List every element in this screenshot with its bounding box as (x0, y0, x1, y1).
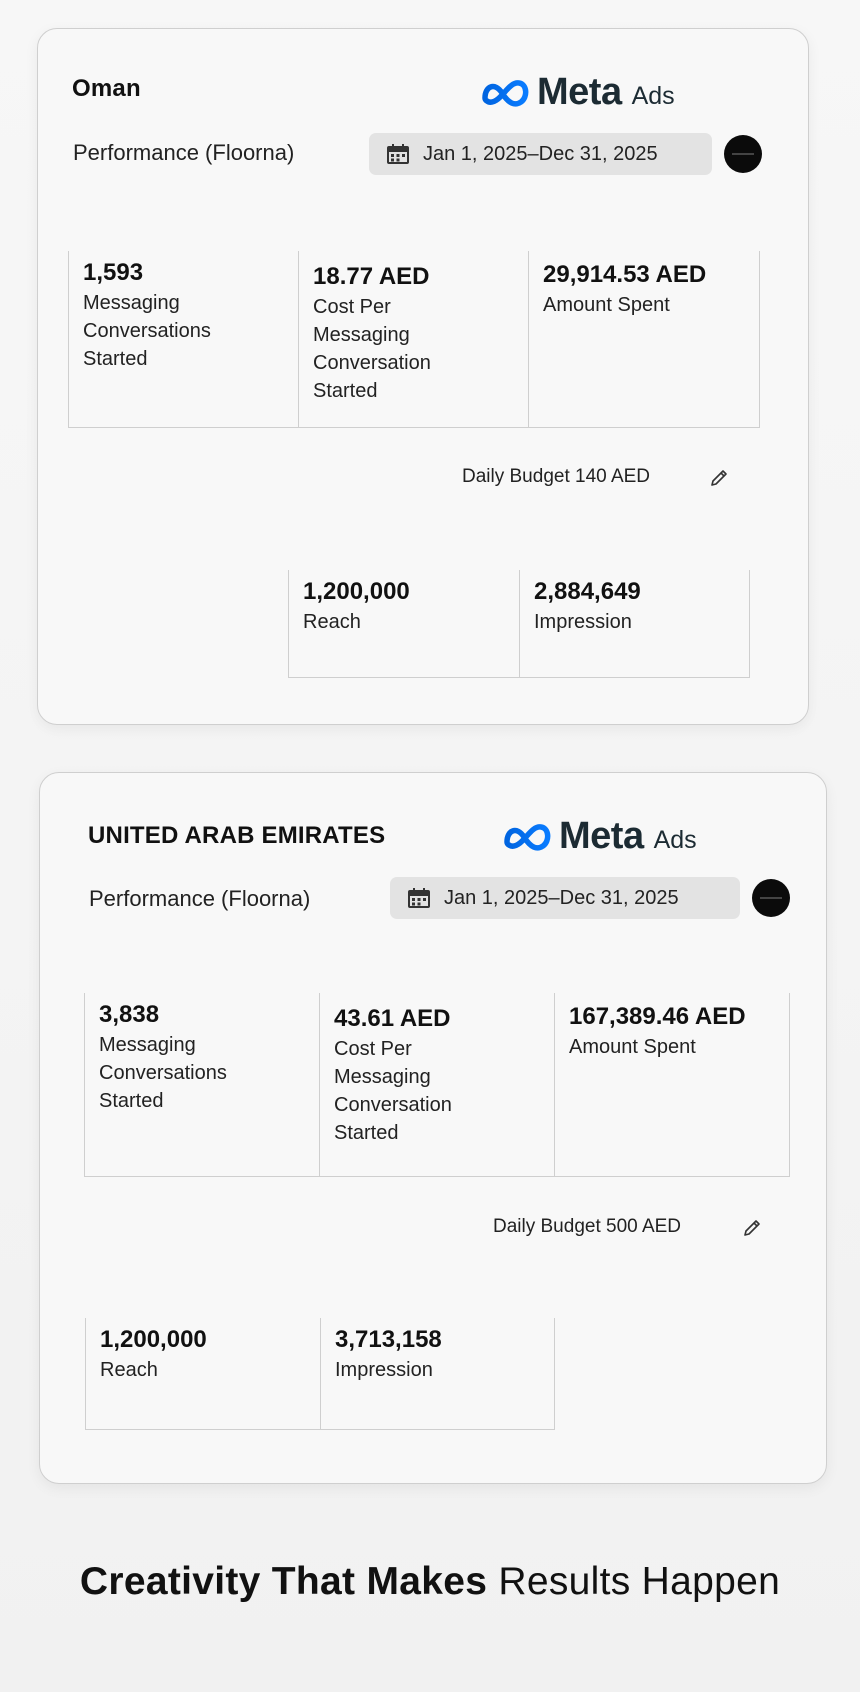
daily-budget-text: Daily Budget 500 AED (493, 1216, 682, 1237)
metric-amount-spent (554, 993, 790, 1176)
ads-wordmark: Ads (631, 82, 675, 110)
daily-budget (493, 1216, 813, 1238)
metric-value: 43.61 AED (334, 1005, 451, 1032)
options-button[interactable] (724, 135, 762, 173)
metric-value: 1,200,000 (100, 1326, 207, 1353)
pencil-icon (742, 1218, 762, 1238)
tagline-bold: Creativity That Makes (79, 1560, 488, 1603)
primary-metrics (84, 993, 790, 1177)
metric-label: Amount Spent (569, 1036, 696, 1058)
daily-budget-text: Daily Budget 140 AED (462, 466, 651, 487)
metric-cost-per-conversation (298, 251, 528, 427)
calendar-icon (408, 888, 430, 908)
meta-wordmark: Meta (537, 71, 622, 113)
metric-conversations (84, 993, 319, 1176)
uae-campaign-card (39, 772, 827, 1484)
tagline-light: Results Happen (498, 1560, 781, 1603)
metric-cost-per-conversation (319, 993, 554, 1176)
primary-metrics (68, 251, 760, 428)
metric-label: Cost Per Messaging Conversation Started (334, 1038, 452, 1144)
metric-value: 3,713,158 (335, 1326, 442, 1353)
country-title: Oman (72, 75, 141, 102)
metric-value: 3,838 (99, 1001, 160, 1028)
metric-value: 29,914.53 AED (543, 261, 707, 288)
pencil-icon (709, 468, 729, 488)
menu-dot-icon (732, 153, 754, 155)
secondary-metrics (288, 570, 750, 678)
metric-value: 18.77 AED (313, 263, 430, 290)
menu-dot-icon (760, 897, 782, 899)
performance-label: Performance (Floorna) (89, 886, 311, 911)
meta-ads-logo (503, 815, 697, 858)
metric-label: Reach (100, 1359, 158, 1381)
ads-wordmark: Ads (653, 826, 697, 854)
metric-label: Messaging Conversations Started (83, 292, 211, 370)
metric-label: Messaging Conversations Started (99, 1034, 227, 1112)
tagline (0, 1560, 860, 1604)
metric-reach (288, 570, 519, 677)
options-button[interactable] (752, 879, 790, 917)
metric-amount-spent (528, 251, 760, 427)
date-range-picker[interactable] (369, 133, 712, 175)
date-range-text: Jan 1, 2025–Dec 31, 2025 (423, 142, 658, 165)
meta-ads-logo (481, 71, 675, 114)
daily-budget (462, 466, 782, 488)
metric-value: 2,884,649 (534, 578, 641, 605)
metric-value: 1,593 (83, 259, 144, 286)
metric-label: Amount Spent (543, 294, 670, 316)
metric-reach (85, 1318, 320, 1429)
meta-infinity-logo (481, 76, 531, 110)
metric-impression (320, 1318, 555, 1429)
oman-campaign-card (37, 28, 809, 725)
metric-impression (519, 570, 750, 677)
metric-conversations (68, 251, 298, 427)
metric-value: 1,200,000 (303, 578, 410, 605)
metric-label: Impression (534, 611, 632, 633)
date-range-text: Jan 1, 2025–Dec 31, 2025 (444, 886, 679, 909)
country-title: UNITED ARAB EMIRATES (88, 822, 386, 849)
performance-label: Performance (Floorna) (73, 140, 295, 165)
secondary-metrics (85, 1318, 555, 1430)
edit-budget-button[interactable] (709, 468, 729, 494)
metric-label: Reach (303, 611, 361, 633)
edit-budget-button[interactable] (742, 1218, 762, 1244)
metric-label: Impression (335, 1359, 433, 1381)
calendar-icon (387, 144, 409, 164)
metric-value: 167,389.46 AED (569, 1003, 746, 1030)
date-range-picker[interactable] (390, 877, 740, 919)
meta-wordmark: Meta (559, 815, 644, 857)
metric-label: Cost Per Messaging Conversation Started (313, 296, 431, 402)
meta-infinity-logo (503, 820, 553, 854)
